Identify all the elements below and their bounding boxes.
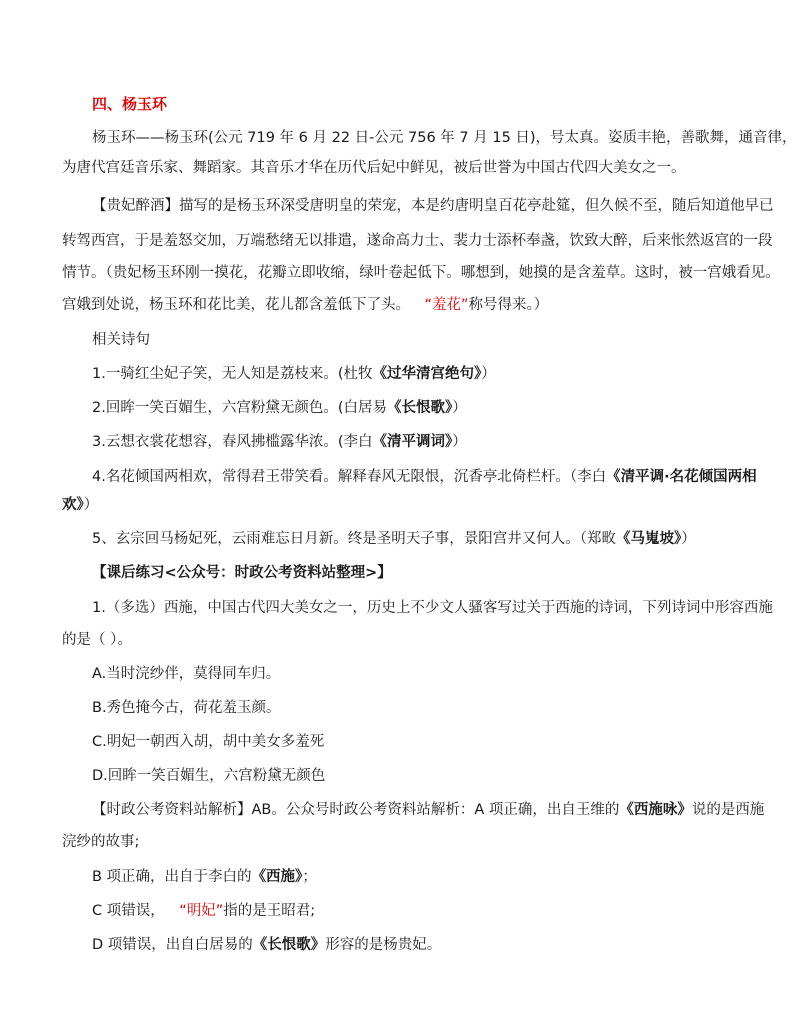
answer-text: 说的是西施	[691, 802, 765, 818]
poem-title: 欢》	[62, 497, 84, 513]
story-text: 称号得来。）	[468, 297, 549, 313]
story-line-4	[62, 295, 752, 315]
spacer	[410, 297, 425, 313]
poems-heading: 相关诗句	[92, 332, 150, 348]
poem-text: 2.回眸一笑百媚生，六宫粉黛无颜色。(白居易	[92, 400, 387, 416]
poem-text: 5、玄宗回马杨妃死，云雨难忘日月新。终是圣明天子事，景阳宫井又何人。（郑畋	[92, 531, 616, 547]
poem-2	[92, 398, 752, 418]
question-1-line-1: 1.（多选）西施，中国古代四大美女之一，历史上不少文人骚客写过关于西施的诗词，下列诗词中形容西施	[92, 600, 773, 616]
option-c: C.明妃一朝西入胡，胡中美女多羞死	[92, 734, 325, 750]
story-line-3: 情节。（贵妃杨玉环刚一摸花，花瓣立即收缩，绿叶卷起低下。哪想到，她摸的是含羞草。这时，被一宫娥看见。	[62, 265, 780, 281]
poem-title: 《清平调词》	[372, 434, 453, 450]
poem-title: 《马嵬坡》	[615, 531, 682, 547]
answer-text: C 项错误，	[92, 903, 165, 919]
poem-close: ）	[83, 497, 99, 513]
poem-close: ）	[681, 531, 696, 547]
story-line-2: 转驾西宫，于是羞怒交加，万端愁绪无以排遣，遂命高力士、裴力士添杯奉盏，饮致大醉，后来怅然返宫的一段	[62, 233, 773, 249]
answer-title: 《长恨歌》	[252, 937, 326, 953]
answer-title: 《西施》	[251, 869, 303, 885]
question-1-line-2: 的是（ ）。	[62, 632, 132, 648]
option-a: A.当时浣纱伴，莫得同车归。	[92, 666, 281, 682]
poem-5	[92, 529, 752, 549]
answer-text: D 项错误，出自白居易的	[92, 937, 253, 953]
poem-text: 3.云想衣裳花想容，春风拂槛露华浓。(李白	[92, 434, 373, 450]
answer-text: B 项正确，出自于李白的	[92, 869, 252, 885]
answer-text: 形容的是杨贵妃。	[325, 937, 442, 953]
option-d: D.回眸一笑百媚生，六宫粉黛无颜色	[92, 768, 326, 784]
poem-text: 4.名花倾国两相欢，常得君王带笑看。解释春风无限恨，沉香亭北倚栏杆。（李白	[92, 469, 607, 485]
exercise-heading: 【课后练习<公众号：时政公考资料站整理>】	[92, 565, 392, 581]
poem-close: ）	[452, 400, 467, 416]
poem-1	[92, 364, 752, 384]
intro-line-2: 为唐代宫廷音乐家、舞蹈家。其音乐才华在历代后妃中鲜见，被后世誉为中国古代四大美女之一。	[62, 160, 686, 176]
answer-text: ；	[302, 869, 317, 885]
answer-title: 《西施咏》	[619, 802, 692, 818]
story-text: 宫娥到处说，杨玉环和花比美，花儿都含羞低下了头。	[62, 297, 410, 313]
highlight-xiuhua: “羞花”	[424, 297, 469, 313]
poem-3	[92, 432, 752, 452]
answer-text: 【时政公考资料站解析】AB。公众号时政公考资料站解析：A 项正确，出自王维的	[92, 802, 620, 818]
poem-4	[92, 467, 757, 487]
poem-close: ）	[452, 434, 467, 450]
poem-close: ）	[481, 366, 496, 382]
story-line-1: 【贵妃醉酒】描写的是杨玉环深受唐明皇的荣宠，本是约唐明皇百花亭赴筵，但久候不至，随后知道他早已	[92, 198, 774, 214]
spacer	[165, 903, 180, 919]
poem-title: 《过华清宫绝句》	[372, 366, 482, 382]
option-b: B.秀色掩今古，荷花羞玉颜。	[92, 700, 281, 716]
answer-line-2: 浣纱的故事;	[62, 834, 140, 850]
answer-line-1	[92, 800, 765, 820]
highlight-mingfei: “明妃”	[179, 903, 224, 919]
poem-title: 《清平调·名花倾国两相	[606, 469, 757, 485]
intro-line-1: 杨玉环——杨玉环(公元 719 年 6 月 22 日-公元 756 年 7 月 15 日)，号太真。姿质丰艳，善歌舞，通音律，	[92, 130, 797, 146]
answer-b	[92, 867, 752, 887]
section-title: 四、杨玉环	[92, 95, 168, 113]
poem-4-cont	[62, 495, 752, 515]
poem-title: 《长恨歌》	[387, 400, 453, 416]
answer-text: 指的是王昭君;	[223, 903, 316, 919]
poem-text: 1.一骑红尘妃子笑，无人知是荔枝来。(杜牧	[92, 366, 373, 382]
answer-c	[92, 901, 752, 921]
answer-d	[92, 935, 752, 955]
